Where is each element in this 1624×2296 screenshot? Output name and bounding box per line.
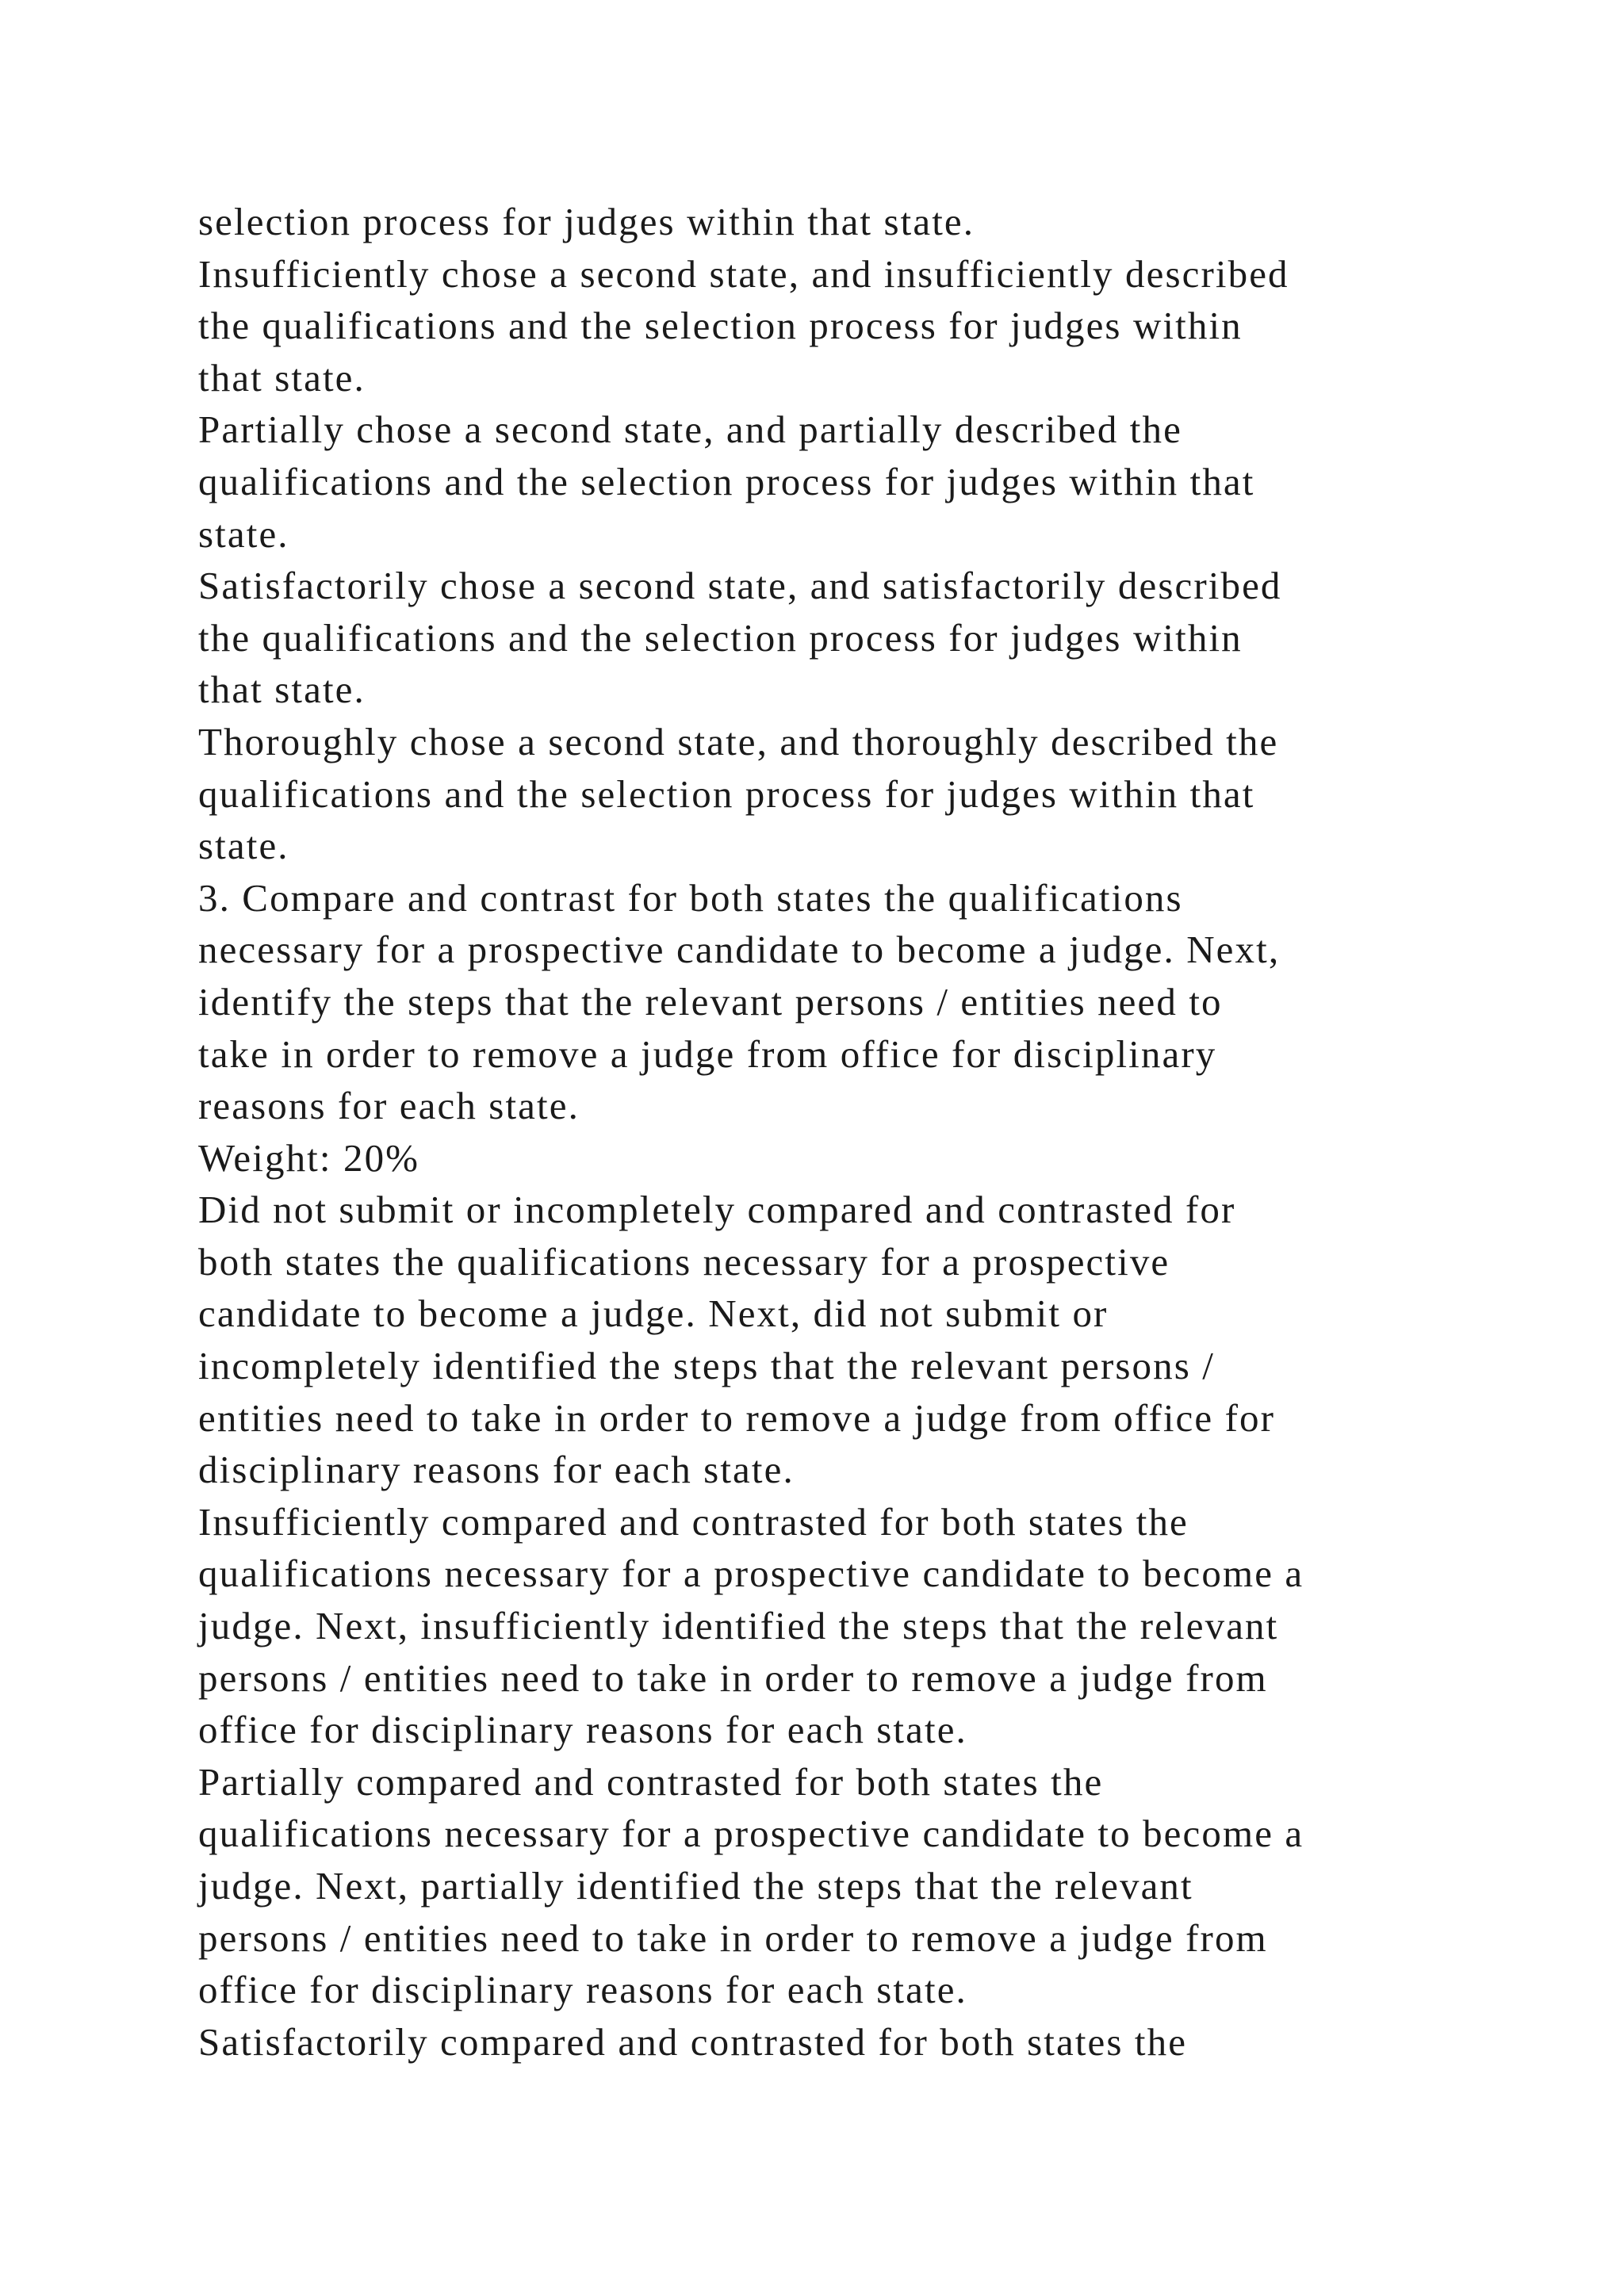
text-line: both states the qualifications necessary for a prospective	[198, 1239, 1170, 1284]
text-line: qualifications necessary for a prospective candidate to become a	[198, 1552, 1304, 1596]
text-line: Thoroughly chose a second state, and thoroughly described the	[198, 719, 1279, 763]
text-line: office for disciplinary reasons for each state.	[198, 1968, 967, 2012]
text-line: the qualifications and the selection process for judges within	[198, 304, 1243, 348]
text-line: identify the steps that the relevant persons / entities need to	[198, 979, 1223, 1024]
text-line: incompletely identified the steps that the relevant persons /	[198, 1344, 1215, 1388]
text-line: reasons for each state.	[198, 1084, 580, 1128]
text-line: state.	[198, 511, 289, 556]
text-line: that state.	[198, 668, 366, 712]
text-line: disciplinary reasons for each state.	[198, 1448, 795, 1492]
text-line: selection process for judges within that state.	[198, 200, 975, 243]
text-line: the qualifications and the selection process for judges within	[198, 615, 1243, 660]
text-line: qualifications necessary for a prospective candidate to become a	[198, 1812, 1304, 1856]
text-line: necessary for a prospective candidate to become a judge. Next,	[198, 928, 1281, 972]
text-line: state.	[198, 824, 289, 868]
text-line: Satisfactorily compared and contrasted for both states the	[198, 2019, 1188, 2064]
text-line: judge. Next, insufficiently identified the steps that the relevant	[198, 1604, 1279, 1648]
weight-line: Weight: 20%	[198, 1135, 420, 1180]
text-line: take in order to remove a judge from office for disciplinary	[198, 1031, 1217, 1076]
text-line: Satisfactorily chose a second state, and satisfactorily described	[198, 564, 1282, 608]
text-line: persons / entities need to take in order to remove a judge from	[198, 1915, 1268, 1960]
text-line: Partially chose a second state, and partially described the	[198, 408, 1182, 452]
text-line: entities need to take in order to remove a judge from office for	[198, 1395, 1276, 1440]
text-line: Insufficiently chose a second state, and insufficiently described	[198, 251, 1289, 296]
text-line: qualifications and the selection process for judges within that	[198, 459, 1255, 503]
text-line: Partially compared and contrasted for both states the	[198, 1759, 1104, 1804]
section-heading-line: 3. Compare and contrast for both states the qualifications	[198, 875, 1183, 920]
text-line: that state.	[198, 355, 366, 400]
text-line: persons / entities need to take in order to remove a judge from	[198, 1655, 1268, 1700]
text-line: Insufficiently compared and contrasted for both states the	[198, 1499, 1189, 1544]
document-body-text	[198, 196, 1467, 2068]
text-line: qualifications and the selection process for judges within that	[198, 771, 1255, 816]
text-line: candidate to become a judge. Next, did not submit or	[198, 1292, 1109, 1336]
text-line: judge. Next, partially identified the steps that the relevant	[198, 1864, 1193, 1908]
text-line: Did not submit or incompletely compared and contrasted for	[198, 1188, 1236, 1232]
text-line: office for disciplinary reasons for each state.	[198, 1708, 967, 1752]
